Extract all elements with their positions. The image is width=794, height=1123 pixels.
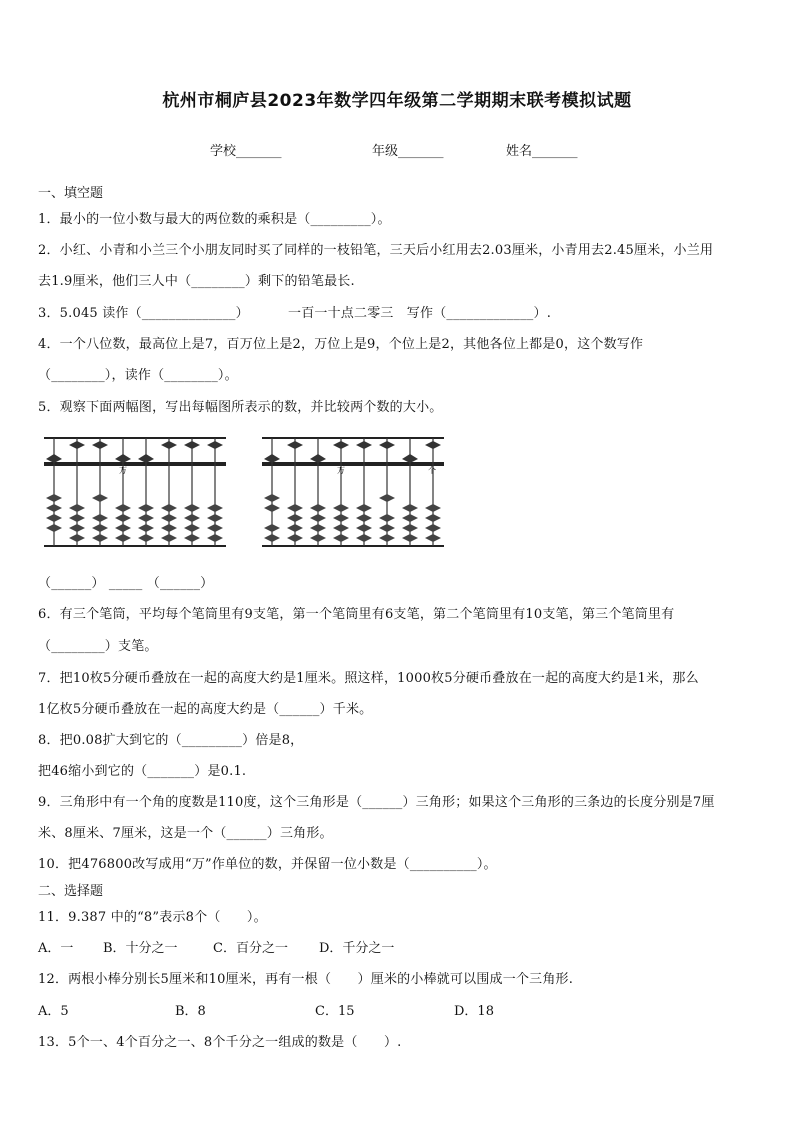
section-fill-in-heading: 一、填空题 [38, 186, 104, 201]
question-10: 10．把476800改写成用“万”作单位的数，并保留一位小数是（__________）。 [38, 857, 497, 872]
question-9-line-1: 9．三角形中有一个角的度数是110度，这个三角形是（______）三角形；如果这个三角形的三条边的长度分别是7厘 [38, 795, 715, 810]
question-8-line-1: 8．把0.08扩大到它的（_________）倍是8， [38, 733, 304, 748]
name-field: 姓名_______ [506, 144, 578, 159]
question-7-line-2: 1亿枚5分硬币叠放在一起的高度大约是（______）千米。 [38, 702, 373, 717]
question-11-option-a: A．一 [38, 941, 74, 956]
question-3-part-2: 一百一十点二零三 写作（_____________）. [288, 306, 552, 321]
school-field: 学校_______ [210, 144, 282, 159]
question-13: 13．5个一、4个百分之一、8个千分之一组成的数是（ ）. [38, 1035, 402, 1050]
question-12-option-c: C．15 [315, 1004, 355, 1019]
question-6-line-1: 6．有三个笔筒，平均每个笔筒里有9支笔，第一个笔筒里有6支笔，第二个笔筒里有10支笔，第三个笔筒里有 [38, 607, 675, 622]
question-11-option-d: D．千分之一 [319, 941, 395, 956]
question-12-option-a: A．5 [38, 1004, 69, 1019]
question-11: 11．9.387 中的“8”表示8个（ ）。 [38, 910, 267, 925]
abacus-left-wan-label: 万 [119, 466, 127, 475]
question-12: 12．两根小棒分别长5厘米和10厘米，再有一根（ ）厘米的小棒就可以围成一个三角形. [38, 972, 574, 987]
question-7-line-1: 7．把10枚5分硬币叠放在一起的高度大约是1厘米。照这样，1000枚5分硬币叠放在一起的高度大约是1米，那么 [38, 671, 699, 686]
question-12-option-d: D．18 [454, 1004, 494, 1019]
question-2-line-1: 2．小红、小青和小兰三个小朋友同时买了同样的一枝铅笔，三天后小红用去2.03厘米，小青用去2.45厘米，小兰用 [38, 243, 714, 258]
grade-field: 年级_______ [372, 144, 444, 159]
question-2-line-2: 去1.9厘米，他们三人中（________）剩下的铅笔最长. [38, 274, 355, 289]
question-5: 5．观察下面两幅图，写出每幅图所表示的数，并比较两个数的大小。 [38, 400, 443, 415]
question-8-line-2: 把46缩小到它的（_______）是0.1. [38, 764, 247, 779]
question-11-option-b: B．十分之一 [103, 941, 178, 956]
abacus-figure-left [42, 432, 228, 550]
question-3-part-1: 3．5.045 读作（______________） [38, 306, 249, 321]
question-12-option-b: B．8 [175, 1004, 206, 1019]
abacus-right-ge-label: 个 [428, 466, 436, 475]
question-11-option-c: C．百分之一 [213, 941, 288, 956]
question-5-answer-blanks: （______） _____ （______） [38, 576, 214, 591]
question-1: 1．最小的一位小数与最大的两位数的乘积是（_________）。 [38, 212, 391, 227]
question-4-line-1: 4．一个八位数，最高位上是7，百万位上是2，万位上是9，个位上是2，其他各位上都是0，这个数写作 [38, 337, 644, 352]
question-4-line-2: （________），读作（________）。 [38, 368, 238, 383]
abacus-right-wan-label: 万 [337, 466, 345, 475]
page-title: 杭州市桐庐县2023年数学四年级第二学期期末联考模拟试题 [162, 91, 632, 111]
question-6-line-2: （________）支笔。 [38, 639, 158, 654]
abacus-figure-right [260, 432, 446, 550]
section-choice-heading: 二、选择题 [38, 884, 104, 899]
question-9-line-2: 米、8厘米、7厘米，这是一个（______）三角形。 [38, 826, 333, 841]
